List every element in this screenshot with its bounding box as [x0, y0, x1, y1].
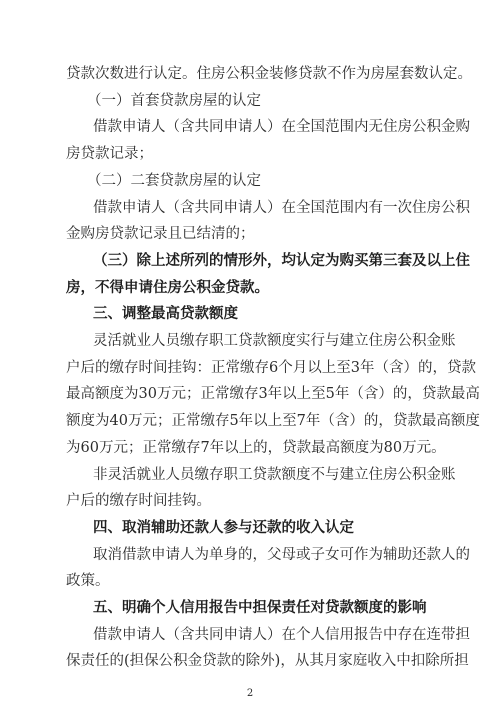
section-heading: 五、明确个人信用报告中担保责任对贷款额度的影响: [93, 599, 427, 616]
subheading: （二）二套贷款房屋的认定: [87, 172, 261, 189]
text-line: 非灵活就业人员缴存职工贷款额度不与建立住房公积金账: [93, 466, 456, 483]
text-line: 保责任的(担保公积金贷款的除外)，从其月家庭收入中扣除所担: [66, 653, 469, 670]
subheading: （一）首套贷款房屋的认定: [87, 92, 261, 109]
text-line: 政策。: [66, 573, 110, 590]
text-line: 户后的缴存时间挂钩。: [66, 493, 211, 510]
text-line: 借款申请人（含共同申请人）在全国范围内有一次住房公积: [93, 199, 470, 216]
text-line: 最高额度为30万元；正常缴存3年以上至5年（含）的，贷款最高: [66, 386, 480, 403]
text-line: 灵活就业人员缴存职工贷款额度实行与建立住房公积金账: [93, 333, 456, 349]
text-line: 额度为40万元；正常缴存5年以上至7年（含）的，贷款最高额度: [66, 413, 480, 430]
text-line: 金购房贷款记录且已结清的；: [66, 226, 255, 243]
text-line: 房，不得申请住房公积金贷款。: [66, 278, 269, 296]
text-line: （三）除上述所列的情形外，均认定为购买第三套及以上住: [93, 251, 470, 269]
section-heading: 三、调整最高贷款额度: [93, 305, 238, 323]
text-line: 为60万元；正常缴存7年以上的，贷款最高额度为80万元。: [66, 439, 446, 456]
text-line: 贷款次数进行认定。住房公积金装修贷款不作为房屋套数认定。: [66, 66, 472, 82]
text-line: 户后的缴存时间挂钩：正常缴存6个月以上至3年（含）的，贷款: [66, 359, 476, 376]
text-line: 借款申请人（含共同申请人）在个人信用报告中存在连带担: [93, 626, 470, 643]
section-heading: 四、取消辅助还款人参与还款的收入认定: [93, 518, 354, 536]
text-line: 借款申请人（含共同申请人）在全国范围内无住房公积金购: [93, 119, 470, 136]
text-line: 取消借款申请人为单身的，父母或子女可作为辅助还款人的: [93, 546, 470, 563]
text-line: 房贷款记录；: [66, 146, 153, 163]
page-number: 2: [246, 688, 254, 699]
